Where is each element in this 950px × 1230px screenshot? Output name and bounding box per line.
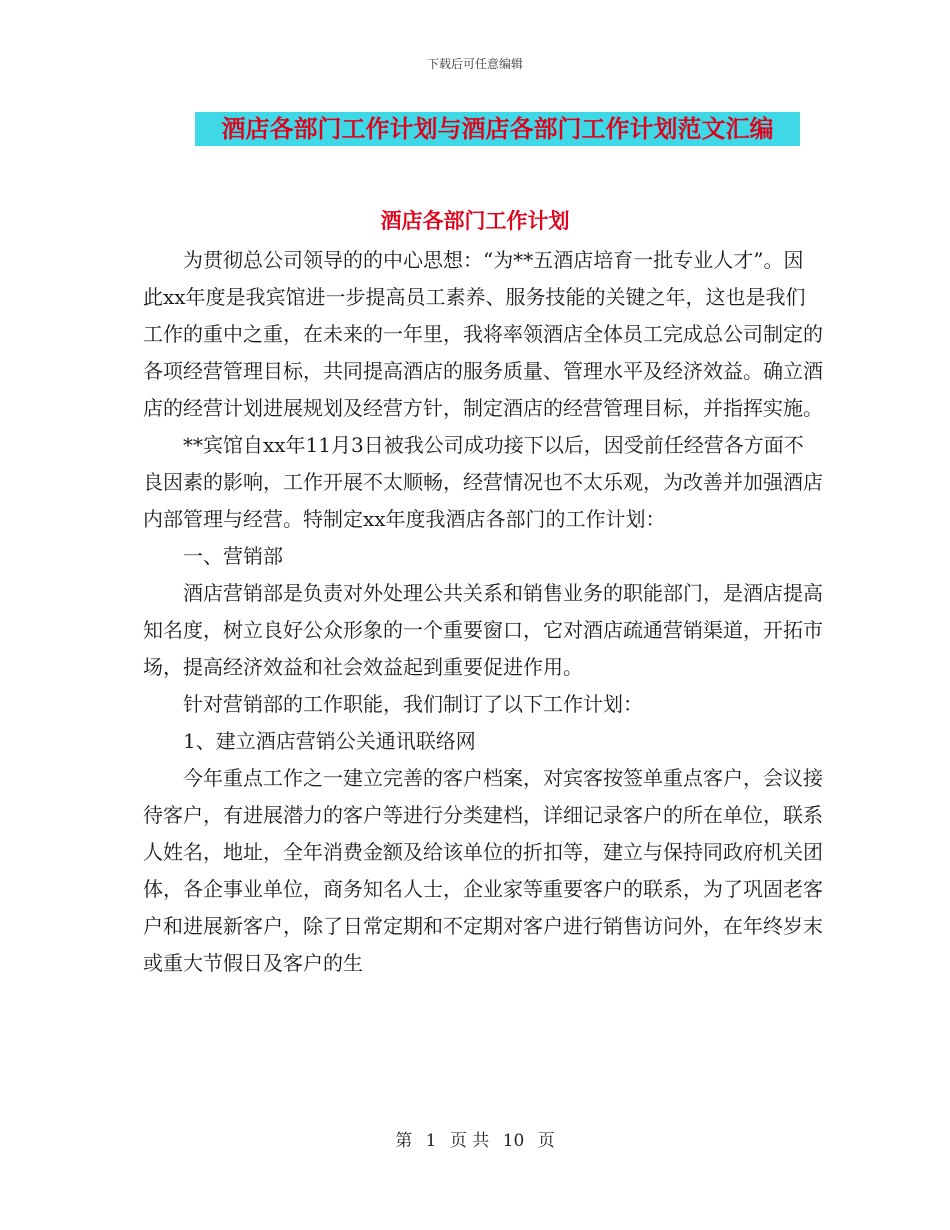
paragraph-customer-archive: 今年重点工作之一建立完善的客户档案，对宾客按签单重点客户，会议接待客户，有进展潜力的客户等进行分类建档，详细记录客户的所在单位，联系人姓名，地址，全年消费金额及给该单位的折扣等，建立与保持同政府机关团体，各企事业单位，商务知名人士，企业家等重要客户的联系，为了巩固老客户和进展新客户，除了日常定期和不定期对客户进行销售访问外，在年终岁末或重大节假日及客户的生	[143, 766, 823, 975]
footer-suffix: 页	[537, 1131, 555, 1151]
total-pages-number: 10	[502, 1131, 525, 1151]
paragraph-intro: 为贯彻总公司领导的的中心思想：“为**五酒店培育一批专业人才”。因此xx年度是我宾馆进一步提高员工素养、服务技能的关键之年，这也是我们工作的重中之重，在未来的一年里，我将率领酒店全体员工完成总公司制定的各项经营管理目标，共同提高酒店的服务质量、管理水平及经济效益。确立酒店的经营计划进展规划及经营方针，制定酒店的经营管理目标，并指挥实施。	[143, 248, 823, 420]
footer-mid: 页 共	[449, 1131, 490, 1151]
heading-marketing-department: 一、营销部	[183, 544, 283, 568]
document-body	[143, 242, 823, 982]
page-footer	[0, 1126, 950, 1151]
header-note: 下载后可任意编辑	[426, 57, 523, 71]
heading-item-1: 1、建立酒店营销公关通讯联络网	[183, 729, 476, 753]
section-title: 酒店各部门工作计划	[380, 208, 570, 233]
current-page-number: 1	[425, 1131, 437, 1151]
paragraph-plan-intro: 针对营销部的工作职能，我们制订了以下工作计划：	[183, 692, 643, 716]
main-title: 酒店各部门工作计划与酒店各部门工作计划范文汇编	[195, 112, 800, 146]
paragraph-background: **宾馆自xx年11月3日被我公司成功接下以后，因受前任经营各方面不良因素的影响，工作开展不太顺畅，经营情况也不太乐观，为改善并加强酒店内部管理与经营。特制定xx年度我酒店各部门的工作计划：	[143, 433, 823, 531]
footer-prefix: 第	[395, 1131, 413, 1151]
paragraph-marketing-role: 酒店营销部是负责对外处理公共关系和销售业务的职能部门，是酒店提高知名度，树立良好公众形象的一个重要窗口，它对酒店疏通营销渠道，开拓市场，提高经济效益和社会效益起到重要促进作用。	[143, 581, 823, 679]
